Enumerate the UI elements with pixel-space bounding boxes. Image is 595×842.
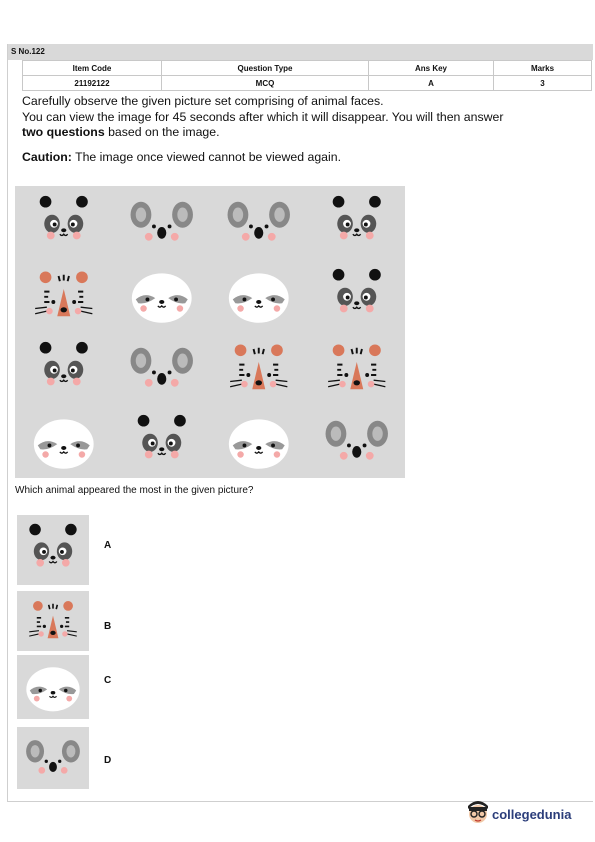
meta-item-code-value: 21192122 xyxy=(23,76,162,91)
meta-col-item-code: Item Code xyxy=(23,61,162,76)
meta-col-ans-key: Ans Key xyxy=(369,61,494,76)
koala-face-icon xyxy=(125,190,199,260)
tiger-face-icon xyxy=(21,594,85,653)
instruction-emphasis: two questions xyxy=(22,125,105,139)
meta-question-type-value: MCQ xyxy=(162,76,369,91)
koala-face-icon xyxy=(320,409,394,479)
animal-faces-picture xyxy=(15,186,405,478)
instruction-line-2: You can view the image for 45 seconds after which it will disappear. You will then answer xyxy=(22,109,504,124)
meta-header-row xyxy=(23,61,592,76)
panda-face-icon xyxy=(27,336,101,406)
meta-marks-value: 3 xyxy=(494,76,592,91)
option-d-label[interactable]: D xyxy=(104,755,112,766)
option-b-label[interactable]: B xyxy=(104,621,112,632)
instruction-line-3-rest: based on the image. xyxy=(104,125,220,139)
tiger-face-icon xyxy=(27,263,101,333)
instruction-line-3 xyxy=(22,125,582,141)
serial-number: S No.122 xyxy=(8,44,593,60)
meta-col-marks: Marks xyxy=(494,61,592,76)
panda-face-icon xyxy=(27,190,101,260)
caution-text: The image once viewed cannot be viewed again. xyxy=(71,149,341,164)
option-d-image[interactable] xyxy=(17,727,89,789)
caution-note xyxy=(22,150,582,166)
instructions xyxy=(22,94,582,165)
sloth-face-icon xyxy=(222,409,296,479)
mascot-icon xyxy=(465,797,491,827)
meta-value-row xyxy=(23,76,592,91)
panda-face-icon xyxy=(320,263,394,333)
koala-face-icon xyxy=(222,190,296,260)
panda-face-icon xyxy=(21,518,85,587)
koala-face-icon xyxy=(125,336,199,406)
brand-name: collegedunia xyxy=(492,807,572,822)
sloth-face-icon xyxy=(222,263,296,333)
panda-face-icon xyxy=(125,409,199,479)
koala-face-icon xyxy=(21,730,85,791)
option-c-image[interactable] xyxy=(17,655,89,719)
caution-label: Caution: xyxy=(22,149,72,164)
sloth-face-icon xyxy=(27,409,101,479)
option-b-image[interactable] xyxy=(17,591,89,651)
sloth-face-icon xyxy=(125,263,199,333)
option-a-label[interactable]: A xyxy=(104,540,112,551)
question-sheet xyxy=(7,44,593,802)
instruction-line-1: Carefully observe the given picture set comprising of animal faces. xyxy=(22,94,384,108)
tiger-face-icon xyxy=(222,336,296,406)
question-meta-table xyxy=(22,60,592,91)
option-a-image[interactable] xyxy=(17,515,89,585)
question-text: Which animal appeared the most in the given picture? xyxy=(15,485,254,496)
sloth-face-icon xyxy=(21,658,85,721)
tiger-face-icon xyxy=(320,336,394,406)
option-c-label[interactable]: C xyxy=(104,675,112,686)
panda-face-icon xyxy=(320,190,394,260)
meta-col-question-type: Question Type xyxy=(162,61,369,76)
meta-ans-key-value: A xyxy=(369,76,494,91)
